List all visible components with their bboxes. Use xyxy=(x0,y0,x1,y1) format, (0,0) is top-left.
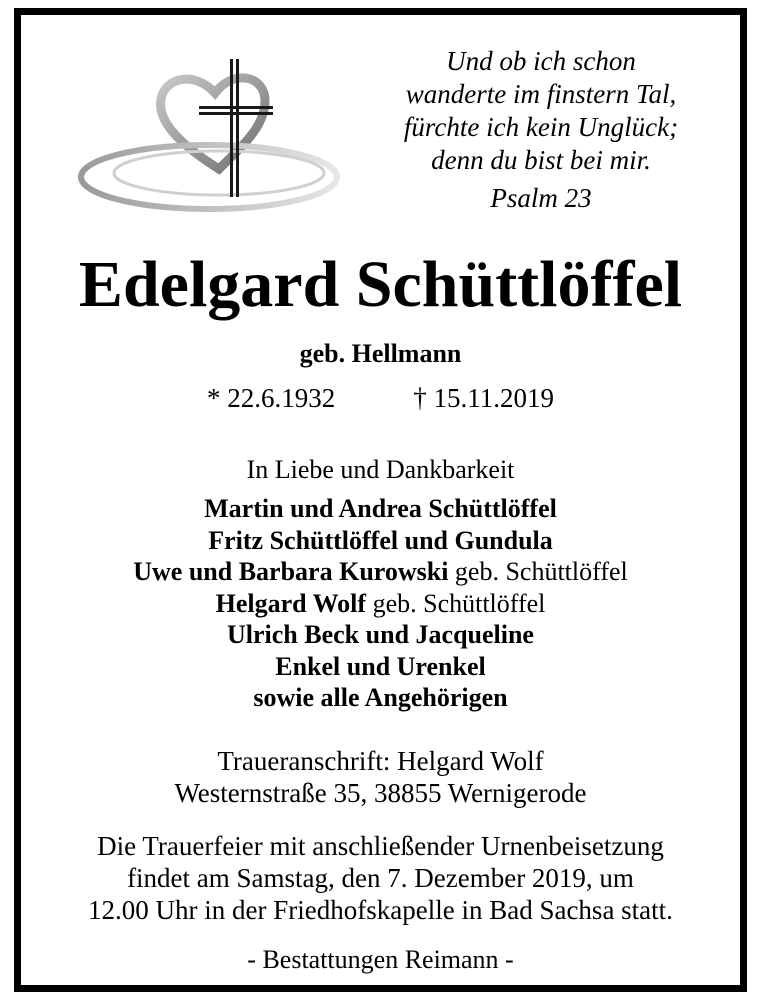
service-line: Die Trauerfeier mit anschließender Urnenbeisetzung xyxy=(97,831,664,861)
address-line: Traueranschrift: Helgard Wolf xyxy=(217,746,544,776)
verse-line: fürchte ich kein Unglück; xyxy=(403,112,679,142)
mourner-note: geb. Schüttlöffel xyxy=(366,588,546,618)
mourner-line xyxy=(21,493,740,525)
mourner-line xyxy=(21,619,740,651)
deceased-name: Edelgard Schüttlöffel xyxy=(78,248,683,321)
mourner-name: Martin und Andrea Schüttlöffel xyxy=(204,494,557,523)
mourner-note: geb. Schüttlöffel xyxy=(448,557,628,586)
address-line: Westernstraße 35, 38855 Wernigerode xyxy=(174,778,587,808)
mourner-line xyxy=(21,588,740,620)
mourner-name: Enkel und Urenkel xyxy=(275,651,486,681)
maiden-name: geb. Hellmann xyxy=(299,339,462,368)
mourner-name: sowie alle Angehörigen xyxy=(253,683,508,712)
mourner-line xyxy=(21,525,740,557)
mourner-name: Helgard Wolf xyxy=(215,588,367,618)
mourner-name: Uwe und Barbara Kurowski xyxy=(133,557,449,586)
verse-line: wanderte im finstern Tal, xyxy=(405,79,677,109)
verse-reference: Psalm 23 xyxy=(490,183,592,213)
intro-line: In Liebe und Dankbarkeit xyxy=(246,455,515,484)
notice-frame xyxy=(14,8,747,992)
mourner-line xyxy=(21,682,740,714)
mourner-line xyxy=(21,651,740,683)
verse-line: denn du bist bei mir. xyxy=(431,145,651,175)
birth-date: * 22.6.1932 xyxy=(207,383,336,413)
death-date: † 15.11.2019 xyxy=(413,383,554,413)
service-line: findet am Samstag, den 7. Dezember 2019, um xyxy=(127,863,634,893)
service-info xyxy=(21,830,740,926)
psalm-verse xyxy=(351,45,731,177)
mourner-name: Fritz Schüttlöffel und Gundula xyxy=(208,525,553,555)
mourners-list xyxy=(21,493,740,714)
service-line: 12.00 Uhr in der Friedhofskapelle in Bad Sachsa statt. xyxy=(88,895,673,925)
mourner-line xyxy=(21,556,740,588)
mourner-name: Ulrich Beck und Jacqueline xyxy=(227,620,534,649)
verse-line: Und ob ich schon xyxy=(446,46,636,76)
undertaker-name: - Bestattungen Reimann - xyxy=(247,945,514,974)
mourning-address xyxy=(21,745,740,809)
cross-heart-icon xyxy=(69,49,349,239)
life-dates xyxy=(21,383,740,414)
